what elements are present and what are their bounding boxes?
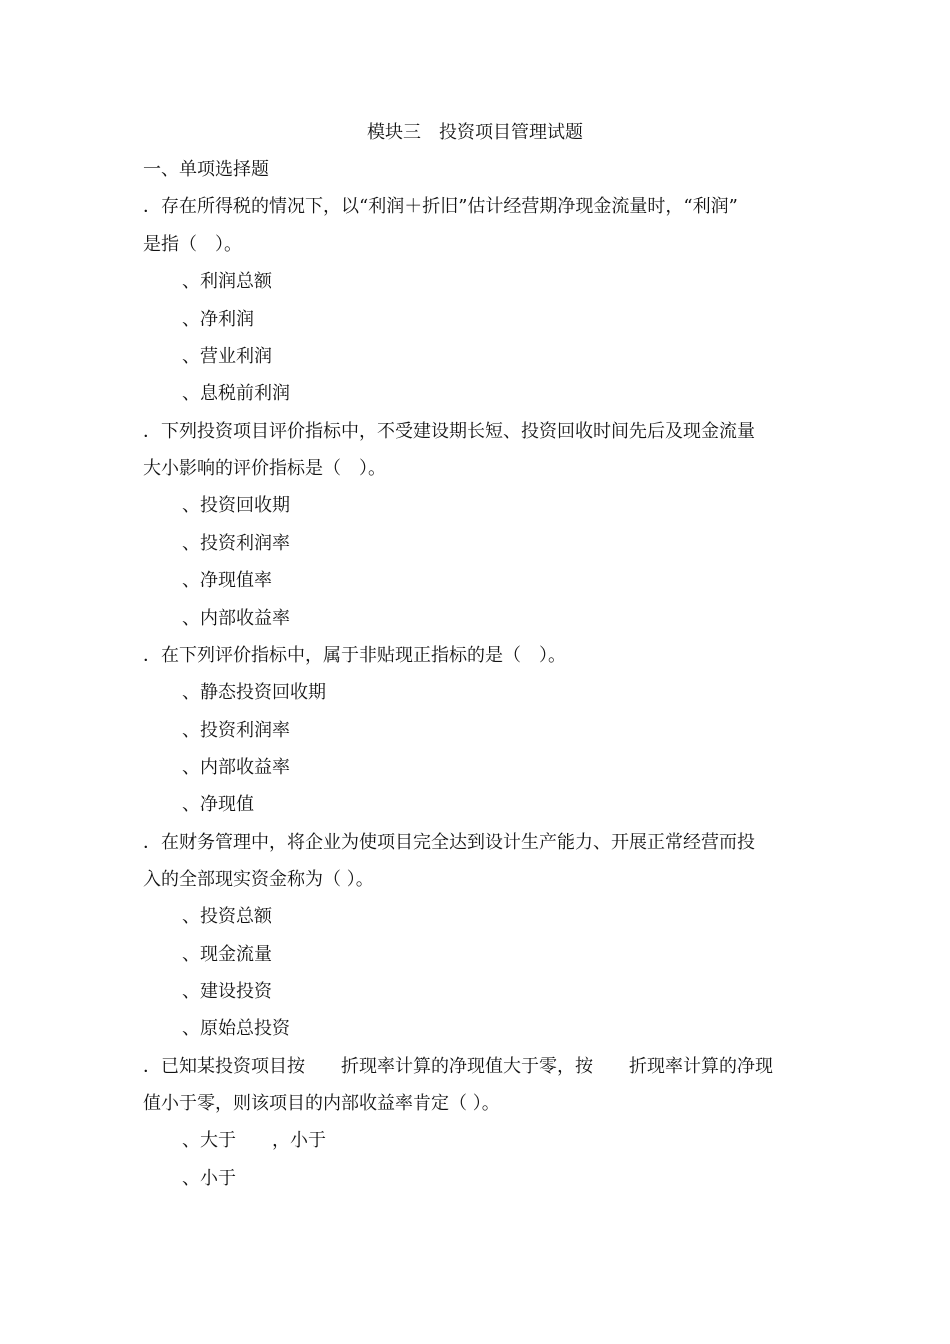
question-4-line-2: 入的全部现实资金称为（ ）。: [143, 869, 374, 890]
document-title: 模块三 投资项目管理试题: [367, 122, 583, 143]
question-3-option-a: 、静态投资回收期: [182, 682, 326, 703]
question-1-option-d: 、息税前利润: [182, 383, 290, 404]
question-3-option-b: 、投资利润率: [182, 720, 290, 741]
question-3-option-c: 、内部收益率: [182, 757, 290, 778]
question-2-line-1: ．下列投资项目评价指标中，不受建设期长短、投资回收时间先后及现金流量: [143, 421, 755, 442]
question-5-line-1: ．已知某投资项目按 折现率计算的净现值大于零，按 折现率计算的净现: [143, 1056, 773, 1077]
question-1-option-b: 、净利润: [182, 309, 254, 330]
question-4-option-b: 、现金流量: [182, 944, 272, 965]
section-heading: 一、单项选择题: [143, 159, 269, 180]
question-2-line-2: 大小影响的评价指标是（ ）。: [143, 458, 386, 479]
question-1-line-1: ．存在所得税的情况下，以“利润＋折旧”估计经营期净现金流量时，“利润”: [143, 196, 738, 217]
question-1-option-a: 、利润总额: [182, 271, 272, 292]
question-1-line-2: 是指（ ）。: [143, 234, 242, 255]
question-4-option-a: 、投资总额: [182, 906, 272, 927]
question-1-option-c: 、营业利润: [182, 346, 272, 367]
question-2-option-a: 、投资回收期: [182, 495, 290, 516]
question-4-line-1: ．在财务管理中，将企业为使项目完全达到设计生产能力、开展正常经营而投: [143, 832, 755, 853]
question-2-option-c: 、净现值率: [182, 570, 272, 591]
question-4-option-c: 、建设投资: [182, 981, 272, 1002]
question-3-line-1: ．在下列评价指标中，属于非贴现正指标的是（ ）。: [143, 645, 566, 666]
question-2-option-d: 、内部收益率: [182, 608, 290, 629]
question-2-option-b: 、投资利润率: [182, 533, 290, 554]
question-5-option-a: 、大于 ，小于: [182, 1130, 326, 1151]
question-5-line-2: 值小于零，则该项目的内部收益率肯定（ ）。: [143, 1093, 500, 1114]
question-3-option-d: 、净现值: [182, 794, 254, 815]
question-5-option-b: 、小于: [182, 1168, 236, 1189]
question-4-option-d: 、原始总投资: [182, 1018, 290, 1039]
